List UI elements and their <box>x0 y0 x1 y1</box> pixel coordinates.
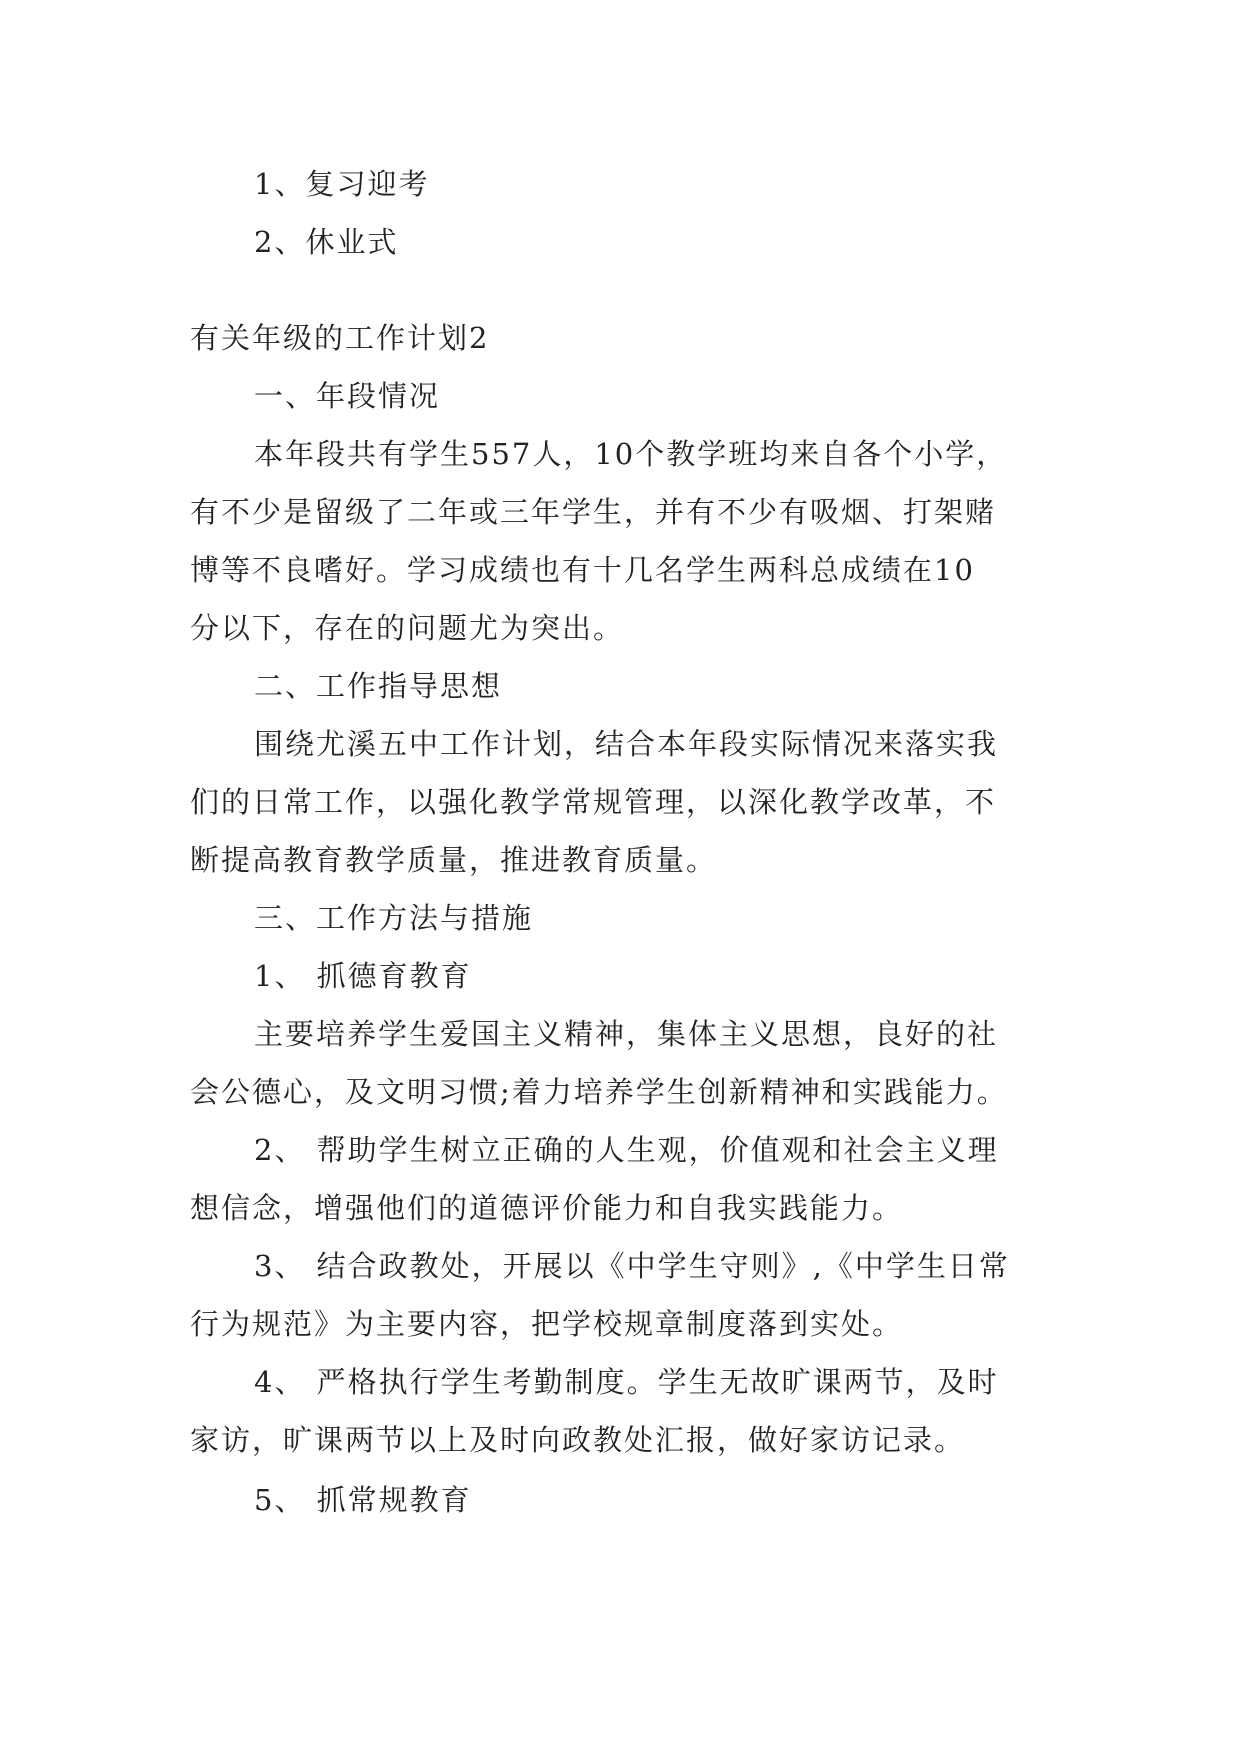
list-item-values: 2、 帮助学生树立正确的人生观，价值观和社会主义理 <box>254 1133 999 1167</box>
paragraph-line: 想信念，增强他们的道德评价能力和自我实践能力。 <box>190 1191 904 1225</box>
list-item-rules: 3、 结合政教处，开展以《中学生守则》,《中学生日常 <box>254 1249 1010 1283</box>
paragraph-line: 行为规范》为主要内容，把学校规章制度落到实处。 <box>190 1307 904 1341</box>
list-item-routine-education: 5、 抓常规教育 <box>254 1483 472 1517</box>
paragraph-line: 主要培养学生爱国主义精神，集体主义思想，良好的社 <box>254 1017 999 1051</box>
paragraph-line: 本年段共有学生557人，10个教学班均来自各个小学， <box>254 437 1008 471</box>
heading-methods: 三、工作方法与措施 <box>254 901 534 935</box>
heading-guiding-ideology: 二、工作指导思想 <box>254 669 503 703</box>
paragraph-line: 会公德心，及文明习惯;着力培养学生创新精神和实践能力。 <box>190 1075 1008 1109</box>
list-item-review: 1、复习迎考 <box>254 167 430 201</box>
paragraph-line: 家访，旷课两节以上及时向政教处汇报，做好家访记录。 <box>190 1423 966 1457</box>
paragraph-line: 博等不良嗜好。学习成绩也有十几名学生两科总成绩在10 <box>190 553 975 587</box>
paragraph-line: 有不少是留级了二年或三年学生，并有不少有吸烟、打架赌 <box>190 495 997 529</box>
section-title: 有关年级的工作计划2 <box>190 321 490 355</box>
list-item-attendance: 4、 严格执行学生考勤制度。学生无故旷课两节，及时 <box>254 1365 999 1399</box>
list-item-moral-education: 1、 抓德育教育 <box>254 959 472 993</box>
paragraph-line: 断提高教育教学质量，推进教育质量。 <box>190 843 718 877</box>
paragraph-line: 分以下，存在的问题尤为突出。 <box>190 611 625 645</box>
paragraph-line: 们的日常工作，以强化教学常规管理，以深化教学改革，不 <box>190 785 997 819</box>
heading-grade-situation: 一、年段情况 <box>254 379 441 413</box>
paragraph-line: 围绕尤溪五中工作计划，结合本年段实际情况来落实我 <box>254 727 999 761</box>
list-item-closing: 2、休业式 <box>254 225 399 259</box>
